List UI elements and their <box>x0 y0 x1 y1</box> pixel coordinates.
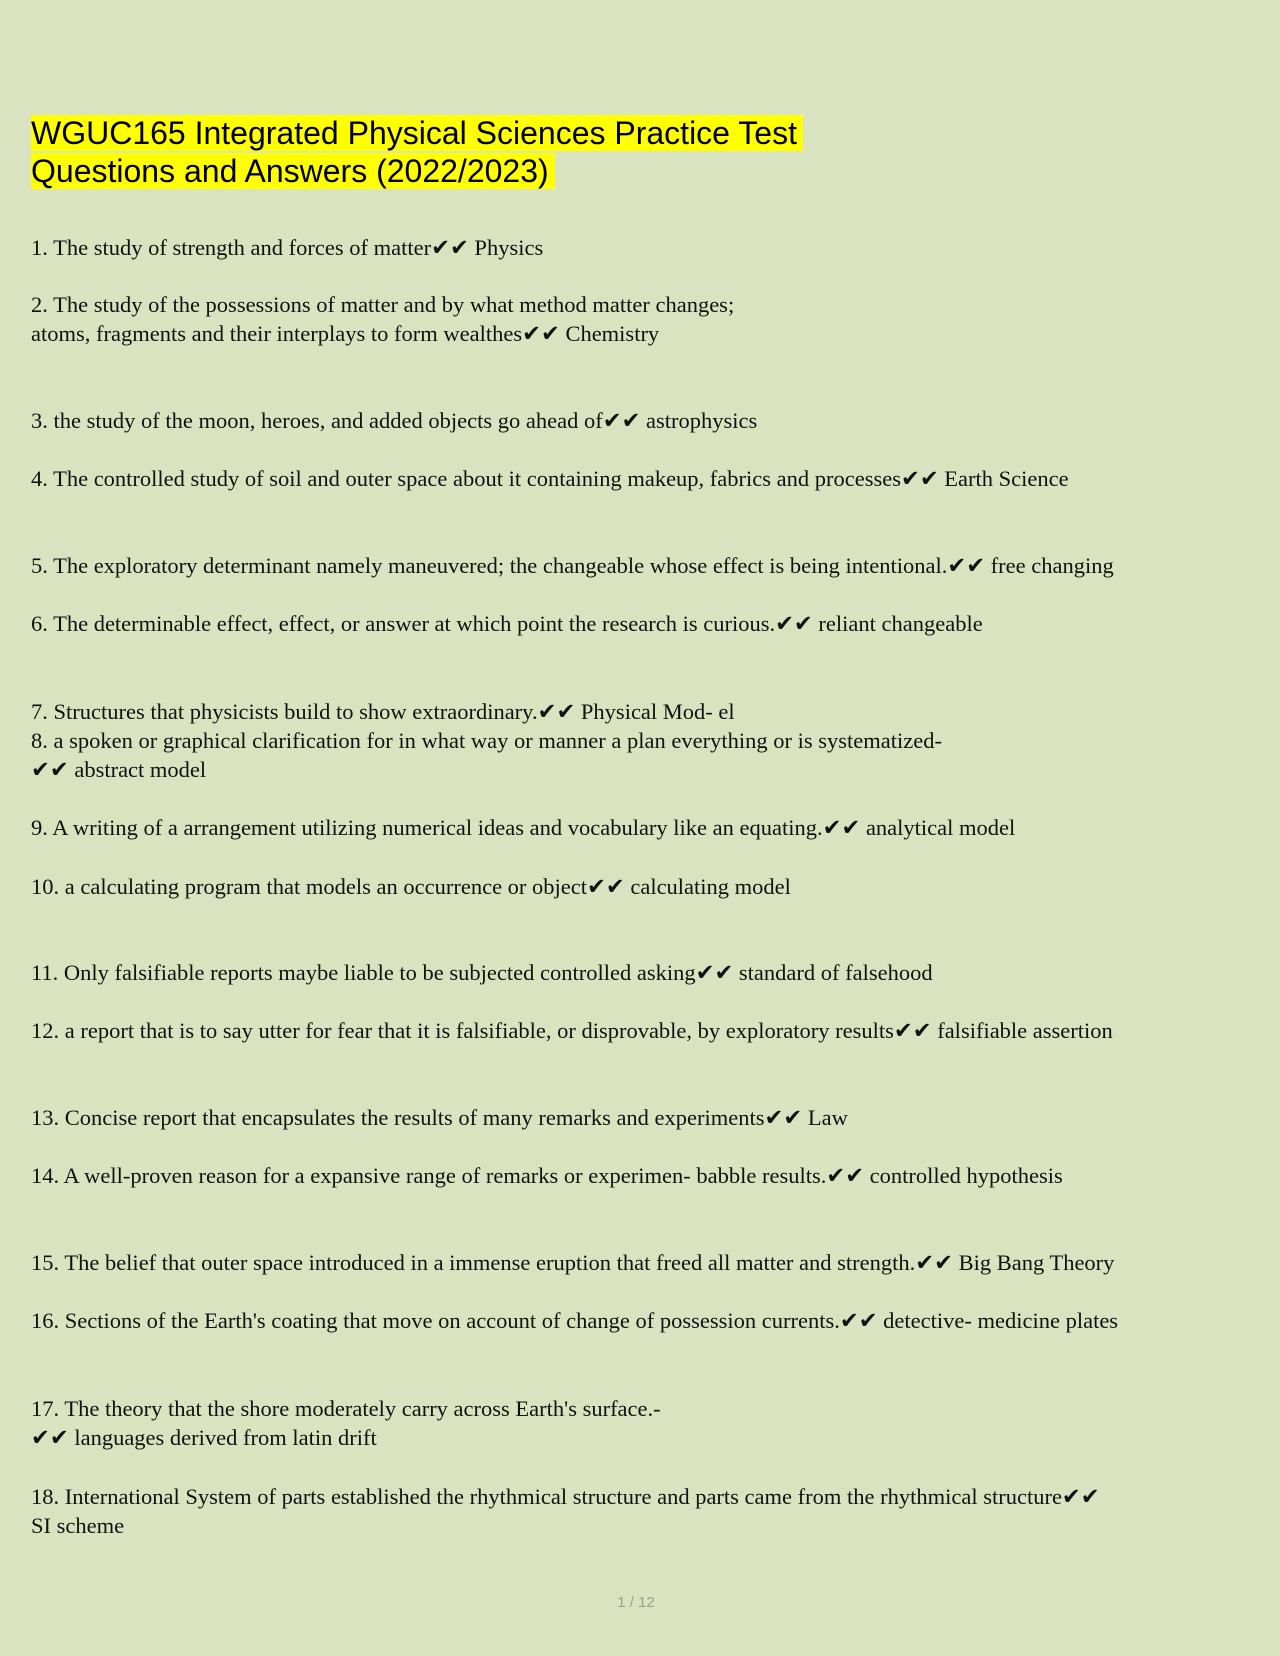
question-line: 8. a spoken or graphical clarification for in what way or manner a plan everything or is systematized- <box>31 728 942 753</box>
question-11 <box>31 958 933 987</box>
page-indicator: 1 / 12 <box>617 1594 655 1611</box>
question-13 <box>31 1103 848 1132</box>
question-line: 14. A well-proven reason for a expansive range of remarks or experimen- babble results.✔✔ controlled hypothesis <box>31 1163 1063 1188</box>
question-7-8 <box>31 697 942 784</box>
question-6 <box>31 609 983 638</box>
question-line: SI scheme <box>31 1513 125 1538</box>
question-line: 6. The determinable effect, effect, or answer at which point the research is curious.✔✔ reliant changeable <box>31 611 983 636</box>
question-line: 1. The study of strength and forces of matter✔✔ Physics <box>31 235 544 260</box>
question-12 <box>31 1016 1113 1045</box>
question-line: 13. Concise report that encapsulates the results of many remarks and experiments✔✔ Law <box>31 1105 848 1130</box>
question-line: 4. The controlled study of soil and outer space about it containing makeup, fabrics and processes✔✔ Earth Science <box>31 466 1069 491</box>
title-line-1: WGUC165 Integrated Physical Sciences Practice Test <box>31 115 803 151</box>
question-4 <box>31 464 1069 493</box>
question-line: 3. the study of the moon, heroes, and added objects go ahead of✔✔ astrophysics <box>31 408 758 433</box>
question-line: 10. a calculating program that models an occurrence or object✔✔ calculating model <box>31 874 791 899</box>
question-16 <box>31 1306 1118 1335</box>
question-line: 7. Structures that physicists build to show extraordinary.✔✔ Physical Mod- el <box>31 699 735 724</box>
question-line: 2. The study of the possessions of matter and by what method matter changes; <box>31 292 735 317</box>
question-line: 15. The belief that outer space introduced in a immense eruption that freed all matter and strength.✔✔ Big Bang Theory <box>31 1250 1115 1275</box>
question-line: 18. International System of parts established the rhythmical structure and parts came from the rhythmical structure✔✔ <box>31 1484 1100 1509</box>
question-5 <box>31 551 1114 580</box>
question-line: 12. a report that is to say utter for fear that it is falsifiable, or disprovable, by exploratory results✔✔ falsifiable assertion <box>31 1018 1113 1043</box>
question-15 <box>31 1248 1114 1277</box>
document-title <box>31 114 803 190</box>
question-line: 17. The theory that the shore moderately carry across Earth's surface.- <box>31 1396 661 1421</box>
question-17 <box>31 1394 661 1452</box>
question-line: 5. The exploratory determinant namely maneuvered; the changeable whose effect is being intentional.✔✔ free changing <box>31 553 1114 578</box>
question-line: ✔✔ abstract model <box>31 757 207 782</box>
question-line: 9. A writing of a arrangement utilizing numerical ideas and vocabulary like an equating.✔✔ analytical model <box>31 815 1016 840</box>
title-line-2: Questions and Answers (2022/2023) <box>31 153 555 189</box>
question-2 <box>31 290 734 348</box>
question-line: atoms, fragments and their interplays to form wealthes✔✔ Chemistry <box>31 321 660 346</box>
question-line: 16. Sections of the Earth's coating that move on account of change of possession currents.✔✔ detective- medicine plates <box>31 1308 1119 1333</box>
question-1 <box>31 233 543 262</box>
question-18 <box>31 1482 1100 1540</box>
question-9 <box>31 813 1015 842</box>
question-line: ✔✔ languages derived from latin drift <box>31 1425 377 1450</box>
question-14 <box>31 1161 1063 1190</box>
question-3 <box>31 406 757 435</box>
question-10 <box>31 872 791 901</box>
question-line: 11. Only falsifiable reports maybe liable to be subjected controlled asking✔✔ standard of falsehood <box>31 960 933 985</box>
